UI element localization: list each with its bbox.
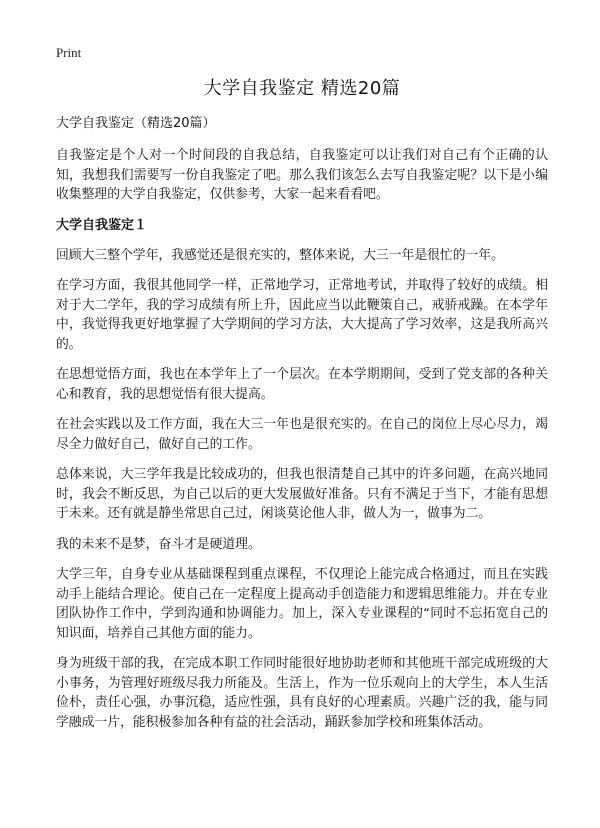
paragraph: 总体来说，大三学年我是比较成功的，但我也很清楚自己其中的许多问题，在高兴地同时，我会不断反思，为自己以后的更大发展做好准备。只有不满足于当下，才能有思想于未来。还有就是静坐常思自己过，闲谈莫论他人非，做人为一，做事为二。 <box>56 467 548 521</box>
section-heading: 大学自我鉴定１ <box>56 217 148 233</box>
paragraph: 回顾大三整个学年，我感觉还是很充实的，整体来说，大三一年是很忙的一年。 <box>56 247 504 263</box>
document-body <box>56 76 548 743</box>
paragraph: 大学三年，自身专业从基础课程到重点课程，不仅理论上能完成合格通过，而且在实践动手上能结合理论。使自己在一定程度上提高动手创造能力和逻辑思维能力。并在专业团队协作工作中，学到沟通和协调能力。加上，深入专业课程的“同时不忘拓宽自己的知识面，培养自己其他方面的能力。 <box>56 567 548 641</box>
intro-paragraph: 自我鉴定是个人对一个时间段的自我总结，自我鉴定可以让我们对自己有个正确的认知，我想我们需要写一份自我鉴定了吧。那么我们该怎么去写自我鉴定呢？以下是小编收集整理的大学自我鉴定，仅供参考，大家一起来看看吧。 <box>56 148 548 202</box>
paragraph: 在社会实践以及工作方面，我在大三一年也是很充实的。在自己的岗位上尽心尽力，竭尽全力做好自己，做好自己的工作。 <box>56 417 548 452</box>
paragraph: 在思想觉悟方面，我也在本学年上了一个层次。在本学期期间，受到了党支部的各种关心和教育，我的思想觉悟有很大提高。 <box>56 367 548 402</box>
paragraph: 身为班级干部的我，在完成本职工作同时能很好地协助老师和其他班干部完成班级的大小事务，为管理好班级尽我力所能及。生活上，作为一位乐观向上的大学生，本人生活俭朴，责任心强，办事沉稳，适应性强，具有良好的心理素质。兴趣广泛的我，能与同学融成一片，能积极参加各种有益的社会活动，踊跃参加学校和班集体活动。 <box>56 656 548 730</box>
document-subtitle: 大学自我鉴定（精选20篇） <box>56 116 216 131</box>
page-title: 大学自我鉴定 精选20篇 <box>203 78 401 99</box>
print-link[interactable]: Print <box>56 45 82 60</box>
paragraph: 在学习方面，我很其他同学一样，正常地学习，正常地考试，并取得了较好的成绩。相对于大二学年，我的学习成绩有所上升，因此应当以此鞭策自己，戒骄戒躁。在本学年中，我觉得我更好地掌握了大学期间的学习方法，大大提高了学习效率，这是我所高兴的。 <box>56 278 548 352</box>
paragraph: 我的未来不是梦，奋斗才是硬道理。 <box>56 536 261 552</box>
